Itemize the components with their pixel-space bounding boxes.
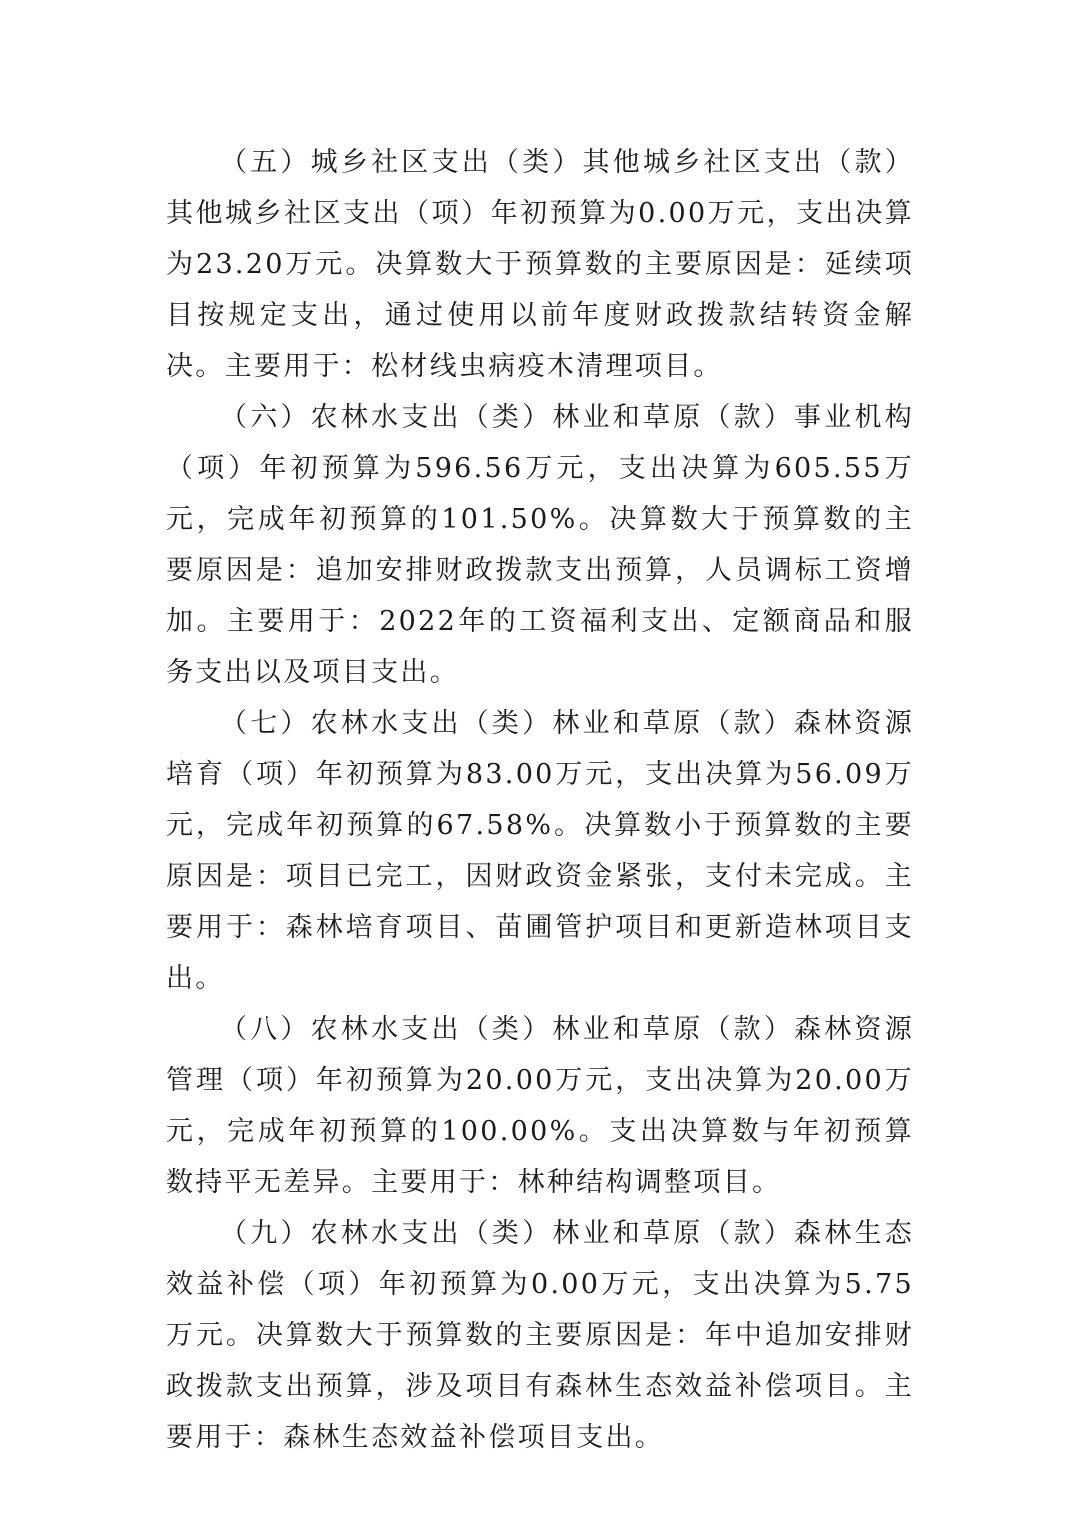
paragraph-8: （八）农林水支出（类）林业和草原（款）森林资源管理（项）年初预算为20.00万元，支出决算为20.00万元，完成年初预算的100.00%。支出决算数与年初预算数持平无差异。主要用于：林种结构调整项目。 [166,1014,914,1198]
paragraph-9: （九）农林水支出（类）林业和草原（款）森林生态效益补偿（项）年初预算为0.00万元，支出决算为5.75万元。决算数大于预算数的主要原因是：年中追加安排财政拨款支出预算，涉及项目有森林生态效益补偿项目。主要用于：森林生态效益补偿项目支出。 [166,1218,914,1453]
paragraph-6: （六）农林水支出（类）林业和草原（款）事业机构（项）年初预算为596.56万元，支出决算为605.55万元，完成年初预算的101.50%。决算数大于预算数的主要原因是：追加安排财政拨款支出预算，人员调标工资增加。主要用于：2022年的工资福利支出、定额商品和服务支出以及项目支出。 [166,402,914,688]
paragraph-5: （五）城乡社区支出（类）其他城乡社区支出（款）其他城乡社区支出（项）年初预算为0.00万元，支出决算为23.20万元。决算数大于预算数的主要原因是：延续项目按规定支出，通过使用以前年度财政拨款结转资金解决。主要用于：松材线虫病疫木清理项目。 [166,147,914,382]
document-body [166,137,914,1463]
paragraph-7: （七）农林水支出（类）林业和草原（款）森林资源培育（项）年初预算为83.00万元，支出决算为56.09万元，完成年初预算的67.58%。决算数小于预算数的主要原因是：项目已完工，因财政资金紧张，支付未完成。主要用于：森林培育项目、苗圃管护项目和更新造林项目支出。 [166,708,914,994]
